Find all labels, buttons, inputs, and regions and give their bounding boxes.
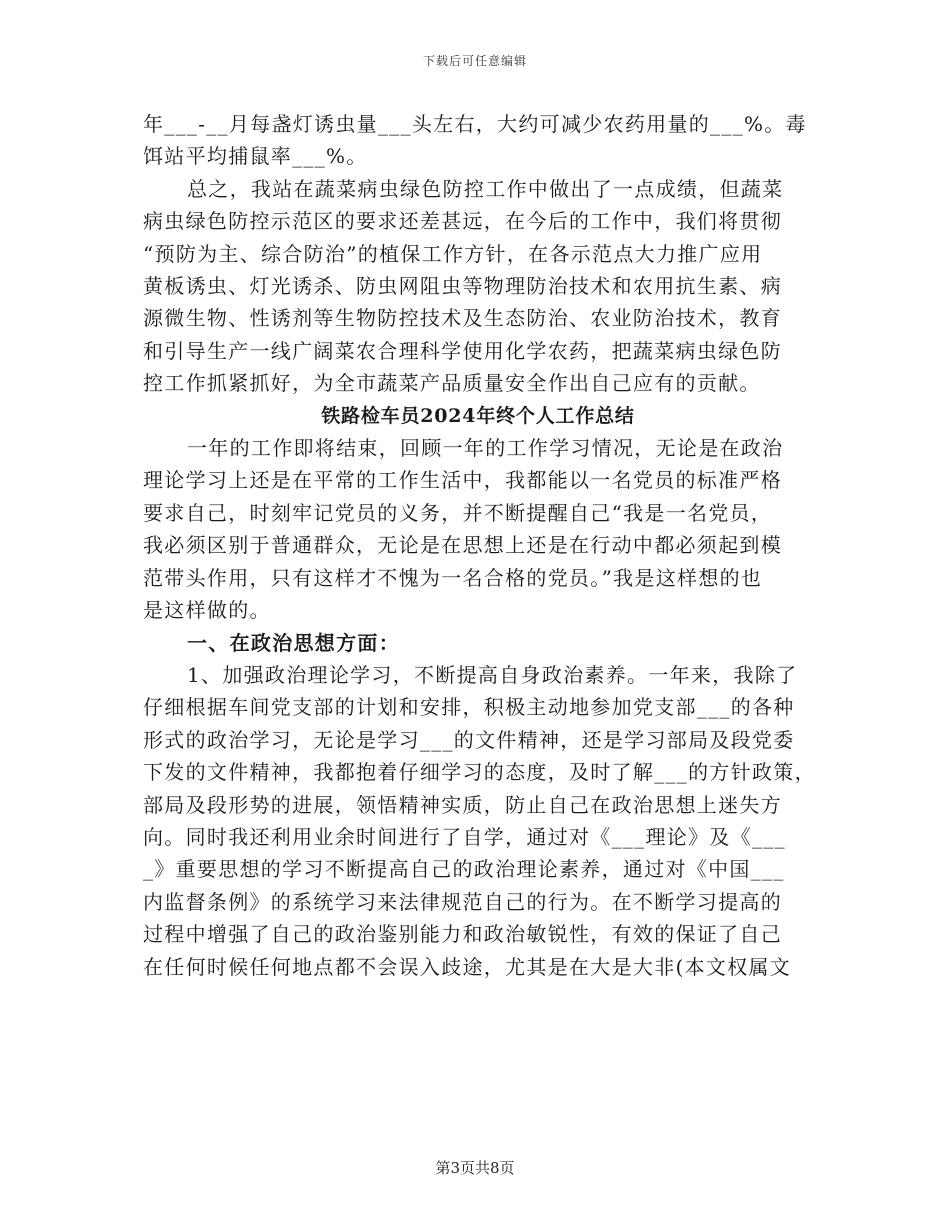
text-line: 和引导生产一线广阔菜农合理科学使用化学农药，把蔬菜病虫绿色防 [143, 338, 782, 363]
section-title: 铁路检车员2024年终个人工作总结 [321, 404, 635, 427]
text-line: _》重要思想的学习不断提高自己的政治理论素养，通过对《中国___ [143, 857, 785, 882]
text-line: 黄板诱虫、灯光诱杀、防虫网阻虫等物理防治技术和农用抗生素、病 [143, 274, 782, 299]
page-number: 第3页共8页 [435, 1159, 515, 1177]
text-line: 1、加强政治理论学习，不断提高自身政治素养。一年来，我除了 [187, 662, 798, 687]
header-note: 下载后可任意编辑 [422, 54, 527, 68]
text-line: 理论学习上还是在平常的工作生活中，我都能以一名党员的标准严格 [143, 468, 782, 493]
text-line: 部局及段形势的进展，领悟精神实质，防止自己在政治思想上迷失方 [143, 792, 782, 817]
text-line: 向。同时我还利用业余时间进行了自学，通过对《___理论》及《___ [143, 824, 786, 849]
text-line: 形式的政治学习，无论是学习___的文件精神，还是学习部局及段党委 [143, 727, 795, 752]
text-line: 饵站平均捕鼠率___%。 [143, 144, 368, 169]
text-line: 年___-__月每盏灯诱虫量___头左右，大约可减少农药用量的___%。毒 [143, 112, 807, 136]
text-line: 仔细根据车间党支部的计划和安排，积极主动地参加党支部___的各种 [143, 695, 795, 720]
text-line: 内监督条例》的系统学习来法律规范自己的行为。在不断学习提高的 [143, 889, 782, 914]
text-line: 源微生物、性诱剂等生物防控技术及生态防治、农业防治技术，教育 [143, 306, 782, 331]
text-line: 我必须区别于普通群众，无论是在思想上还是在行动中都必须起到模 [143, 533, 782, 558]
text-line: 一年的工作即将结束，回顾一年的工作学习情况，无论是在政治 [187, 436, 784, 461]
text-line: 要求自己，时刻牢记党员的义务，并不断提醒自己“我是一名党员， [143, 500, 773, 525]
text-line: “预防为主、综合防治”的植保工作方针，在各示范点大力推广应用 [143, 241, 763, 266]
text-line: 过程中增强了自己的政治鉴别能力和政治敏锐性，有效的保证了自己 [143, 922, 782, 947]
text-line: 下发的文件精神，我都抱着仔细学习的态度，及时了解___的方针政策， [143, 760, 816, 785]
text-line: 控工作抓紧抓好，为全市蔬菜产品质量安全作出自己应有的贡献。 [143, 371, 761, 396]
text-line: 是这样做的。 [143, 598, 271, 623]
text-line: 在任何时候任何地点都不会误入歧途，尤其是在大是大非(本文权属文 [143, 954, 792, 979]
document-body [143, 108, 816, 983]
section-heading: 一、在政治思想方面： [187, 630, 400, 655]
text-line: 总之，我站在蔬菜病虫绿色防控工作中做出了一点成绩，但蔬菜 [187, 176, 784, 201]
text-line: 范带头作用，只有这样才不愧为一名合格的党员。”我是这样想的也 [143, 565, 763, 590]
text-line: 病虫绿色防控示范区的要求还差甚远，在今后的工作中，我们将贯彻 [143, 209, 782, 234]
